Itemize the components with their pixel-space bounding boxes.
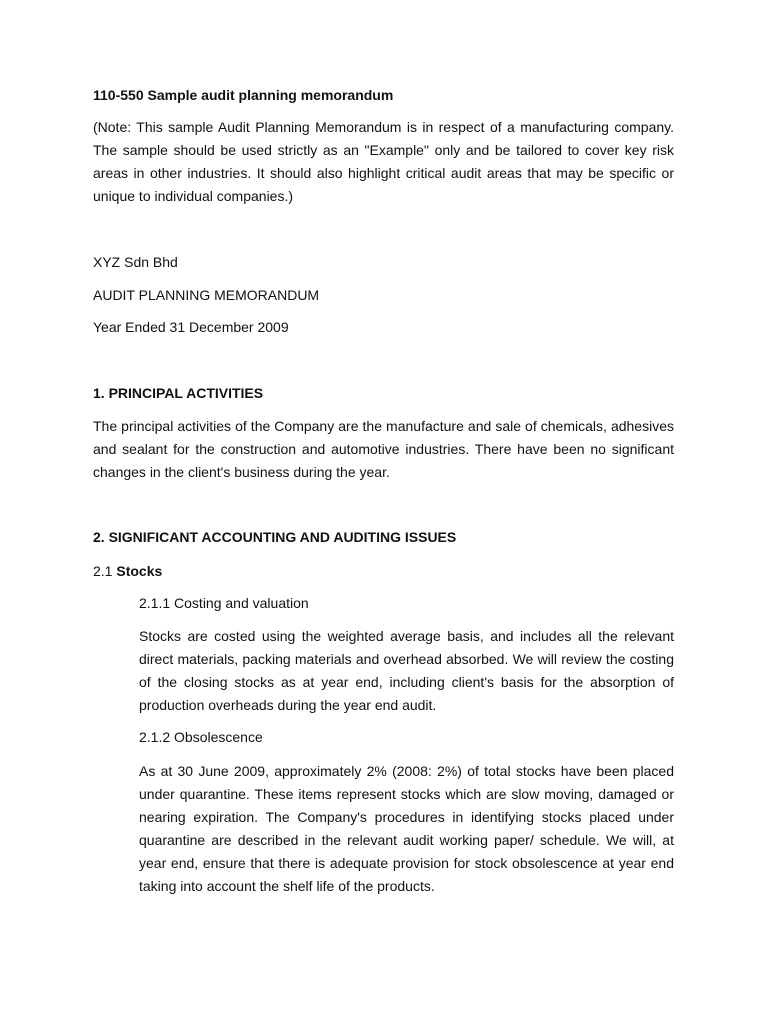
memo-title: AUDIT PLANNING MEMORANDUM — [93, 287, 320, 303]
section-1-body: The principal activities of the Company are the manufacture and sale of chemicals, adhesives and sealant for the construction and automotive industries. There have been no significant changes in the client's business during the year. — [93, 418, 674, 480]
subsection-number: 2.1 — [93, 563, 113, 579]
subsection-2-1-heading — [93, 560, 674, 583]
section-1-heading: 1. PRINCIPAL ACTIVITIES — [93, 385, 264, 401]
document-title: 110-550 Sample audit planning memorandum — [93, 87, 394, 103]
period-line: Year Ended 31 December 2009 — [93, 319, 289, 335]
company-name: XYZ Sdn Bhd — [93, 254, 178, 270]
costing-body: Stocks are costed using the weighted average basis, and includes all the relevant direct materials, packing materials and overhead absorbed. We will review the costing of the closing stocks as at year end, including client's basis for the absorption of production overheads during the year end audit. — [139, 628, 674, 713]
section-2-heading: 2. SIGNIFICANT ACCOUNTING AND AUDITING ISSUES — [93, 529, 457, 545]
costing-heading: 2.1.1 Costing and valuation — [139, 595, 309, 611]
subsection-title: Stocks — [116, 563, 163, 579]
obsolescence-body: As at 30 June 2009, approximately 2% (2008: 2%) of total stocks have been placed under quarantine. These items represent stocks which are slow moving, damaged or nearing expiration. The Company's procedures in identifying stocks placed under quarantine are described in the relevant audit working paper/ schedule. We will, at year end, ensure that there is adequate provision for stock obsolescence at year end taking into account the shelf life of the products. — [139, 763, 674, 894]
obsolescence-heading: 2.1.2 Obsolescence — [139, 729, 263, 745]
note-paragraph: (Note: This sample Audit Planning Memorandum is in respect of a manufacturing company. The sample should be used strictly as an "Example" only and be tailored to cover key risk areas in other industries. It should also highlight critical audit areas that may be specific or unique to individual companies.) — [93, 119, 674, 204]
